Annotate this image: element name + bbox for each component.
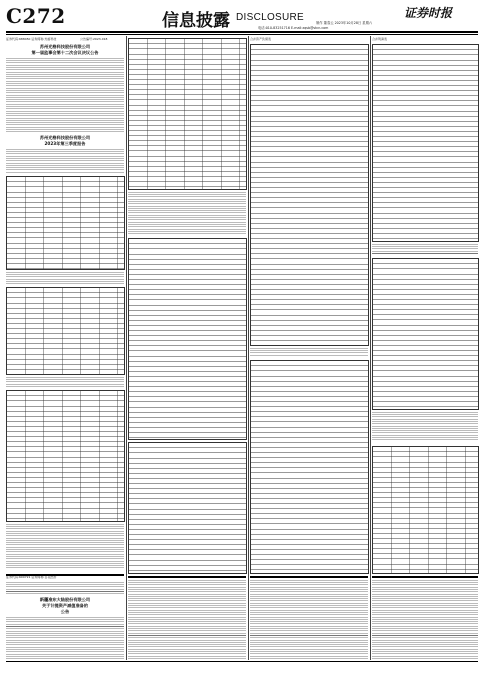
article-body bbox=[372, 412, 478, 442]
footer-rule bbox=[6, 661, 478, 662]
page-number: C272 bbox=[6, 4, 66, 28]
header-meta: 制作 董春云 2023年10月28日 星期六 bbox=[316, 21, 373, 25]
financial-table bbox=[128, 38, 247, 190]
financial-table bbox=[372, 446, 479, 574]
article-body bbox=[6, 377, 124, 387]
article-divider bbox=[250, 576, 368, 578]
header-rule-thin bbox=[6, 34, 478, 35]
article-body bbox=[128, 580, 246, 659]
article-body bbox=[6, 524, 124, 570]
article-body bbox=[6, 582, 124, 594]
article-body bbox=[250, 348, 368, 356]
header-rule bbox=[6, 31, 478, 33]
article-body bbox=[6, 617, 124, 659]
header-contact: 电话:010-83251716 E-mail:zqsb@stcn.com bbox=[258, 26, 329, 30]
cash-flow-table bbox=[250, 360, 369, 574]
article-title: 2023年第三季度报告 bbox=[44, 141, 86, 146]
announcement-no: 公告编号:2023-018 bbox=[80, 37, 108, 41]
article-title: 公告 bbox=[60, 609, 70, 614]
newspaper-logo: 证券时报 bbox=[404, 6, 453, 20]
article-title: 苏州光格科技股份有限公司 bbox=[39, 44, 91, 49]
article-body bbox=[128, 192, 246, 234]
balance-sheet-table bbox=[128, 238, 247, 440]
financial-table bbox=[6, 390, 125, 522]
balance-sheet-table bbox=[250, 44, 369, 346]
article-body bbox=[6, 149, 124, 173]
financial-table bbox=[6, 287, 125, 375]
section-label: 合并资产负债表 bbox=[250, 37, 272, 41]
article-body bbox=[372, 580, 478, 659]
stock-code-line: 证券代码:688450 证券简称:光格科技 bbox=[6, 37, 57, 41]
column-rule bbox=[126, 36, 127, 660]
income-statement-table bbox=[372, 44, 479, 242]
article-body bbox=[6, 58, 124, 132]
article-title: 关于计提资产减值准备的 bbox=[41, 603, 89, 608]
article-body bbox=[372, 244, 478, 254]
financial-table bbox=[6, 176, 125, 270]
column-rule bbox=[370, 36, 371, 660]
article-divider bbox=[128, 576, 246, 578]
article-body bbox=[6, 272, 124, 284]
stock-code-line: 证券代码:600721 证券简称:百花医药 bbox=[6, 575, 57, 579]
section-subtitle: DISCLOSURE bbox=[236, 12, 305, 23]
article-divider bbox=[372, 576, 478, 578]
article-body bbox=[250, 580, 368, 659]
cash-flow-table bbox=[372, 258, 479, 410]
section-label: 合并利润表 bbox=[372, 37, 388, 41]
article-title: 第一届监事会第十二次会议决议公告 bbox=[31, 50, 99, 55]
section-title: 信息披露 bbox=[162, 11, 230, 31]
column-rule bbox=[248, 36, 249, 660]
income-statement-table bbox=[128, 442, 247, 574]
article-title: 新疆准东大陆股份有限公司 bbox=[39, 597, 91, 602]
article-title: 苏州光格科技股份有限公司 bbox=[39, 135, 91, 140]
